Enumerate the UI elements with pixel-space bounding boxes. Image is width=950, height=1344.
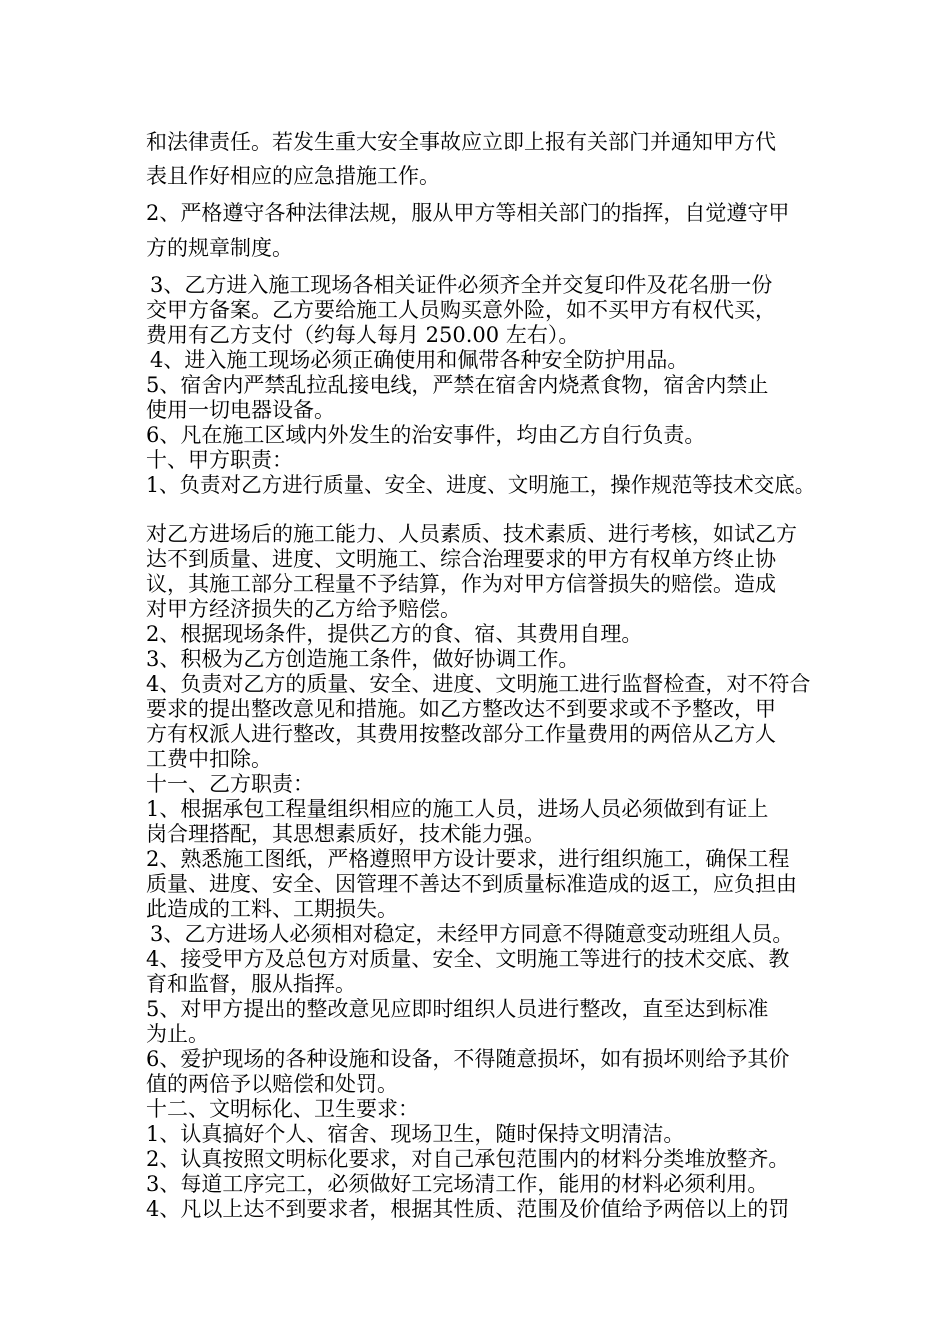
text-line: 2、熟悉施工图纸，严格遵照甲方设计要求，进行组织施工，确保工程 (146, 847, 790, 871)
text-line: 3、每道工序完工，必须做好工完场清工作，能用的材料必须利用。 (146, 1172, 769, 1196)
text-line: 对乙方进场后的施工能力、人员素质、技术素质、进行考核，如试乙方 (146, 522, 797, 546)
text-line: 1、负责对乙方进行质量、安全、进度、文明施工，操作规范等技术交底。 (146, 473, 816, 497)
text-line: 费用有乙方支付（约每人每月 250.00 左右）。 (146, 323, 580, 347)
section-heading: 十二、文明标化、卫生要求： (146, 1097, 419, 1121)
text-line: 达不到质量、进度、文明施工、综合治理要求的甲方有权单方终止协 (146, 547, 776, 571)
text-line: 方的规章制度。 (146, 236, 293, 260)
section-heading: 十一、乙方职责： (146, 772, 314, 796)
text-line: 1、根据承包工程量组织相应的施工人员，进场人员必须做到有证上 (146, 797, 769, 821)
text-line: 3、乙方进入施工现场各相关证件必须齐全并交复印件及花名册一份 (150, 273, 773, 297)
text-line: 2、根据现场条件，提供乙方的食、宿、其费用自理。 (146, 622, 643, 646)
text-line: 4、负责对乙方的质量、安全、进度、文明施工进行监督检查，对不符合 (146, 672, 811, 696)
text-line: 方有权派人进行整改，其费用按整改部分工作量费用的两倍从乙方人 (146, 722, 776, 746)
text-line: 议，其施工部分工程量不予结算，作为对甲方信誉损失的赔偿。造成 (146, 572, 776, 596)
text-line: 3、乙方进场人必须相对稳定，未经甲方同意不得随意变动班组人员。 (150, 922, 794, 946)
text-line: 使用一切电器设备。 (146, 398, 335, 422)
text-line: 3、积极为乙方创造施工条件，做好协调工作。 (146, 647, 580, 671)
text-line: 5、宿舍内严禁乱拉乱接电线，严禁在宿舍内烧煮食物，宿舍内禁止 (146, 373, 769, 397)
text-line: 表且作好相应的应急措施工作。 (146, 164, 440, 188)
text-line: 6、凡在施工区域内外发生的治安事件，均由乙方自行负责。 (146, 423, 706, 447)
text-line: 2、认真按照文明标化要求，对自己承包范围内的材料分类堆放整齐。 (146, 1147, 790, 1171)
text-line: 4、凡以上达不到要求者，根据其性质、范围及价值给予两倍以上的罚 (146, 1197, 790, 1221)
text-line: 2、严格遵守各种法律法规，服从甲方等相关部门的指挥，自觉遵守甲 (146, 201, 790, 225)
text-line: 4、进入施工现场必须正确使用和佩带各种安全防护用品。 (150, 348, 689, 372)
text-line: 4、接受甲方及总包方对质量、安全、文明施工等进行的技术交底、教 (146, 947, 790, 971)
text-line: 6、爱护现场的各种设施和设备，不得随意损坏，如有损坏则给予其价 (146, 1047, 790, 1071)
section-heading: 十、甲方职责： (146, 448, 293, 472)
text-line: 为止。 (146, 1022, 209, 1046)
text-line: 值的两倍予以赔偿和处罚。 (146, 1072, 398, 1096)
text-line: 对甲方经济损失的乙方给予赔偿。 (146, 597, 461, 621)
text-line: 育和监督，服从指挥。 (146, 972, 356, 996)
text-line: 1、认真搞好个人、宿舍、现场卫生，随时保持文明清洁。 (146, 1122, 685, 1146)
text-line: 交甲方备案。乙方要给施工人员购买意外险，如不买甲方有权代买， (146, 298, 776, 322)
text-line: 岗合理搭配，其思想素质好，技术能力强。 (146, 822, 545, 846)
text-line: 此造成的工料、工期损失。 (146, 897, 398, 921)
text-line: 质量、进度、安全、因管理不善达不到质量标准造成的返工，应负担由 (146, 872, 797, 896)
text-line: 5、对甲方提出的整改意见应即时组织人员进行整改，直至达到标准 (146, 997, 769, 1021)
text-line: 工费中扣除。 (146, 747, 272, 771)
text-line: 和法律责任。若发生重大安全事故应立即上报有关部门并通知甲方代 (146, 130, 776, 154)
text-line: 要求的提出整改意见和措施。如乙方整改达不到要求或不予整改，甲 (146, 697, 776, 721)
